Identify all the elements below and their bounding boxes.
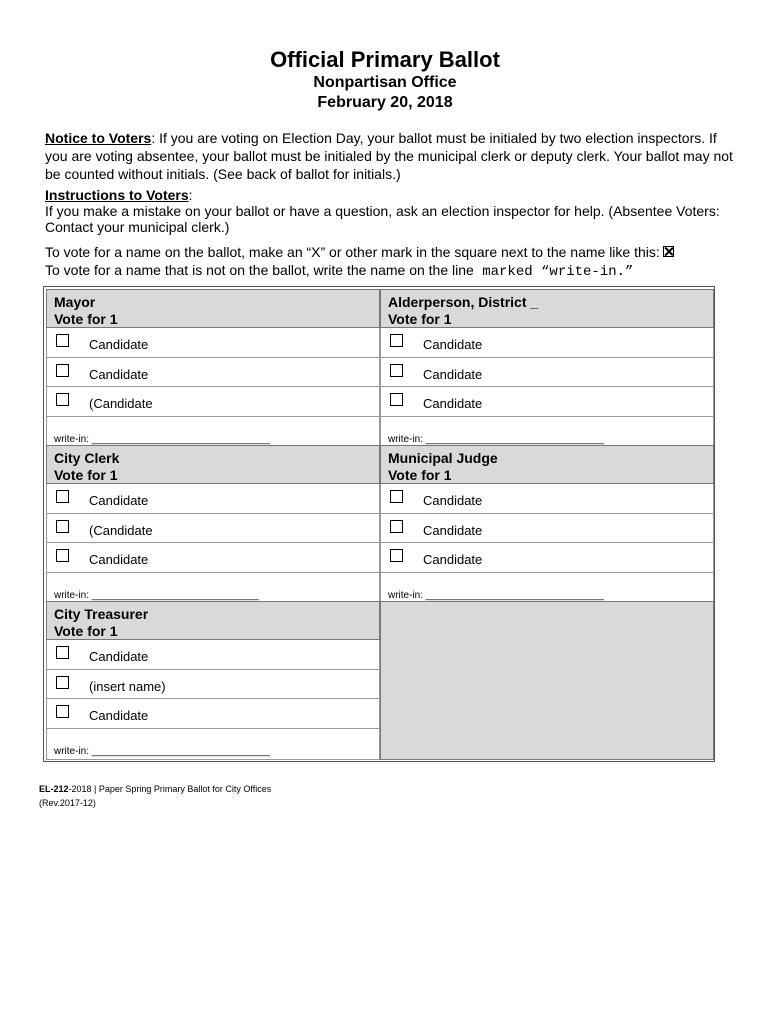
writein-label: write-in: ________________________________ — [388, 433, 604, 445]
empty-shaded-cell — [380, 601, 714, 760]
office-header — [46, 601, 380, 640]
checkbox-icon[interactable] — [56, 364, 69, 377]
office-vote-for: Vote for 1 — [54, 623, 118, 639]
office-city-treasurer — [46, 601, 380, 760]
writein-line[interactable] — [380, 573, 714, 604]
candidate-row[interactable] — [380, 484, 714, 514]
checkbox-icon[interactable] — [390, 393, 403, 406]
howto-line-2-mono: marked “write-in.” — [473, 264, 634, 280]
writein-line[interactable] — [46, 729, 380, 760]
candidate-name: Candidate — [423, 493, 483, 508]
office-vote-for: Vote for 1 — [388, 311, 452, 327]
office-alderperson — [380, 289, 714, 448]
candidate-name: Candidate — [89, 552, 149, 567]
candidate-row[interactable] — [46, 514, 380, 544]
office-header — [46, 289, 380, 328]
candidate-row[interactable] — [46, 670, 380, 700]
candidate-row[interactable] — [46, 543, 380, 573]
office-vote-for: Vote for 1 — [388, 467, 452, 483]
checkbox-icon[interactable] — [56, 646, 69, 659]
writein-line[interactable] — [380, 417, 714, 448]
writein-label: write-in: ______________________________ — [54, 589, 259, 601]
candidate-name: Candidate — [423, 396, 483, 411]
marked-checkbox-icon — [663, 246, 674, 257]
candidate-row[interactable] — [380, 387, 714, 417]
instructions-text: If you make a mistake on your ballot or have a question, ask an election inspector for help. (Absentee Voters: Contact your municipal clerk.) — [45, 203, 720, 235]
writein-line[interactable] — [46, 417, 380, 448]
office-municipal-judge — [380, 445, 714, 604]
candidate-name: (insert name) — [89, 678, 166, 694]
checkbox-icon[interactable] — [56, 490, 69, 503]
ballot-grid — [43, 286, 715, 762]
candidate-name: Candidate — [89, 649, 149, 664]
office-title: City Treasurer — [54, 606, 149, 622]
candidate-row[interactable] — [380, 328, 714, 358]
how-to-vote — [45, 243, 745, 281]
writein-line[interactable] — [46, 573, 380, 604]
candidate-row[interactable] — [380, 358, 714, 388]
candidate-name: (Candidate — [89, 522, 153, 538]
candidate-name: Candidate — [423, 522, 483, 538]
ballot-date: February 20, 2018 — [317, 94, 453, 111]
instructions-label: Instructions to Voters — [45, 187, 189, 203]
office-title: Mayor — [54, 294, 96, 310]
candidate-name: Candidate — [89, 337, 149, 352]
candidate-row[interactable] — [380, 543, 714, 573]
office-header — [380, 289, 714, 328]
candidate-row[interactable] — [46, 358, 380, 388]
checkbox-icon[interactable] — [56, 549, 69, 562]
candidate-row[interactable] — [46, 699, 380, 729]
candidate-row[interactable] — [46, 640, 380, 670]
writein-label: write-in: ________________________________ — [54, 745, 270, 757]
ballot-title: Official Primary Ballot — [270, 47, 500, 72]
checkbox-icon[interactable] — [56, 676, 69, 689]
instructions-to-voters: Instructions to Voters: If you make a mistake on your ballot or have a question, ask an election inspector for help. (Absentee Voters: Contact your municipal clerk.) — [45, 187, 745, 235]
form-revision: (Rev.2017-12) — [39, 798, 96, 808]
office-city-clerk — [46, 445, 380, 604]
notice-text: : If you are voting on Election Day, your ballot must be initialed by two election inspectors. If you are voting absentee, your ballot must be initialed by the municipal clerk or deputy clerk. Your ballot may not be counted without initials. (See back of ballot for initials.) — [45, 130, 733, 182]
form-footer — [39, 782, 271, 810]
office-vote-for: Vote for 1 — [54, 311, 118, 327]
candidate-name: Candidate — [423, 552, 483, 567]
candidate-row[interactable] — [46, 484, 380, 514]
checkbox-icon[interactable] — [390, 334, 403, 347]
candidate-name: Candidate — [89, 493, 149, 508]
checkbox-icon[interactable] — [390, 364, 403, 377]
candidate-name: Candidate — [89, 366, 149, 382]
office-mayor — [46, 289, 380, 448]
checkbox-icon[interactable] — [56, 705, 69, 718]
candidate-name: Candidate — [423, 366, 483, 382]
checkbox-icon[interactable] — [390, 490, 403, 503]
checkbox-icon[interactable] — [56, 393, 69, 406]
office-title: Alderperson, District _ — [388, 294, 539, 310]
candidate-row[interactable] — [46, 328, 380, 358]
ballot-subtitle: Nonpartisan Office — [313, 74, 457, 91]
candidate-name: (Candidate — [89, 396, 153, 411]
checkbox-icon[interactable] — [56, 334, 69, 347]
writein-label: write-in: ________________________________ — [54, 433, 270, 445]
checkbox-icon[interactable] — [56, 520, 69, 533]
notice-to-voters — [45, 129, 735, 183]
candidate-row[interactable] — [46, 387, 380, 417]
form-code: EL-212 — [39, 784, 69, 794]
candidate-name: Candidate — [89, 708, 149, 723]
office-title: Municipal Judge — [388, 450, 498, 466]
notice-label: Notice to Voters — [45, 130, 152, 146]
office-vote-for: Vote for 1 — [54, 467, 118, 483]
office-title: City Clerk — [54, 450, 120, 466]
writein-label: write-in: ________________________________ — [388, 589, 604, 601]
candidate-row[interactable] — [380, 514, 714, 544]
candidate-name: Candidate — [423, 337, 483, 352]
office-header — [46, 445, 380, 484]
form-text: -2018 | Paper Spring Primary Ballot for City Offices — [68, 784, 272, 794]
checkbox-icon[interactable] — [390, 549, 403, 562]
howto-line-2: To vote for a name that is not on the ballot, write the name on the line — [45, 262, 474, 278]
checkbox-icon[interactable] — [390, 520, 403, 533]
office-header — [380, 445, 714, 484]
howto-line-1: To vote for a name on the ballot, make an “X” or other mark in the square next to the name like this: — [45, 244, 660, 260]
ballot-header — [0, 47, 770, 113]
